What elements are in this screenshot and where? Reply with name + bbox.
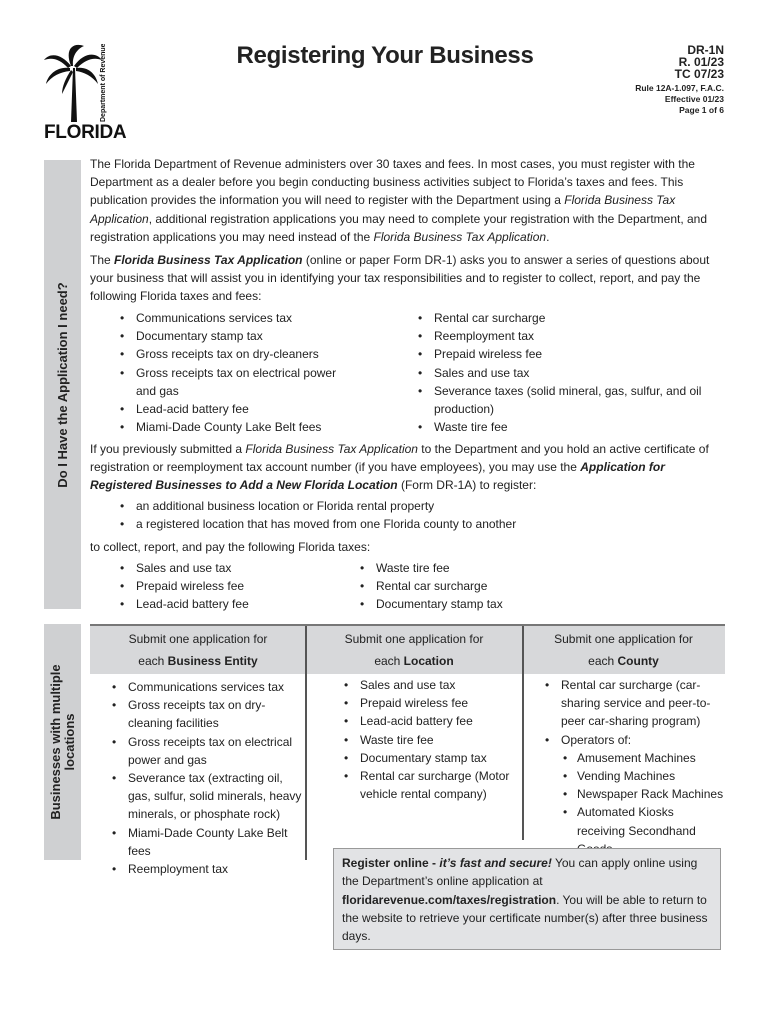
para2-emphasis: Florida Business Tax Application bbox=[114, 253, 303, 267]
table-header-county bbox=[522, 626, 725, 676]
list-item: • Operators of: bbox=[543, 731, 725, 749]
table-header-strong: County bbox=[617, 654, 659, 668]
sidebar-section-application-label: Do I Have the Application I need? bbox=[54, 281, 70, 488]
county-list bbox=[543, 676, 725, 749]
list-item: • Reemployment tax bbox=[416, 327, 706, 345]
collect-list-left bbox=[118, 559, 338, 614]
list-item: • Rental car surcharge bbox=[416, 309, 706, 327]
list-item: • Prepaid wireless fee bbox=[118, 577, 338, 595]
sidebar-section-locations-line1: Businesses with multiple bbox=[47, 664, 63, 820]
list-item: • Sales and use tax bbox=[416, 364, 706, 382]
para3-text-3: (Form DR-1A) to register: bbox=[397, 478, 537, 493]
table-header-text: Submit one application for bbox=[554, 632, 693, 646]
list-item: • Waste tire fee bbox=[342, 731, 520, 749]
table-header bbox=[90, 624, 725, 674]
palm-tree-icon bbox=[44, 44, 110, 124]
list-item: • Lead-acid battery fee bbox=[342, 712, 520, 730]
list-item: • Sales and use tax bbox=[342, 676, 520, 694]
taxes-list-left bbox=[118, 309, 358, 436]
list-item: • Amusement Machines bbox=[561, 749, 725, 767]
intro-text-1: The Florida Department of Revenue administers over 30 taxes and fees. In most cases, you must register with the Department as a dealer before you begin conducting business activities subject to Florida’s taxes and fees. This publication provides the information you will need to register with the Department using a bbox=[90, 157, 695, 208]
list-item: • a registered location that has moved from one Florida county to another bbox=[118, 515, 678, 533]
register-online-text-1: You can apply online using the Department’s online application at bbox=[342, 856, 698, 889]
list-item: • Rental car surcharge (car-sharing service and peer-to-peer car-sharing program) bbox=[543, 676, 725, 731]
table-header-text: Submit one application for bbox=[344, 632, 484, 646]
para2-text-1: The bbox=[90, 253, 115, 267]
table-col-county bbox=[543, 676, 725, 858]
form-id: DR-1N bbox=[687, 43, 724, 57]
form-effective: Effective 01/23 bbox=[664, 94, 724, 104]
list-item: • Lead-acid battery fee bbox=[118, 400, 358, 418]
para2-text-2: (online or paper Form DR-1) asks you to answer a series of questions about your business that will assist you in identifying your tax responsibilities and to register to collect, report, and pay the following Florida taxes and fees: bbox=[90, 253, 710, 304]
table-header-text: Submit one application for bbox=[128, 632, 268, 646]
intro-text-2: , additional registration applications you may need to complete your registration with the Department, and registration applications you may need instead of the bbox=[90, 211, 708, 244]
intro-text-3: . bbox=[546, 229, 550, 244]
list-item: • Gross receipts tax on dry-cleaning facilities bbox=[110, 696, 302, 732]
list-item: • Automated Kiosks receiving Secondhand bbox=[561, 803, 725, 858]
list-item: • Prepaid wireless fee bbox=[342, 694, 520, 712]
taxes-list-right bbox=[416, 309, 706, 436]
page-number: Page 1 of 6 bbox=[679, 105, 724, 115]
para3-emphasis: Florida Business Tax Application bbox=[245, 442, 418, 456]
table-header-strong: Location bbox=[403, 654, 454, 668]
register-online-emphasis: it’s fast and secure! bbox=[439, 856, 552, 870]
list-item: • Gross receipts tax on electrical power and gas bbox=[118, 364, 358, 400]
sidebar-section-locations-line2: locations bbox=[61, 713, 77, 771]
registration-link[interactable]: floridarevenue.com/taxes/registration bbox=[342, 892, 557, 907]
collect-list-right bbox=[358, 559, 578, 614]
list-item: • Documentary stamp tax bbox=[118, 327, 358, 345]
table-divider bbox=[305, 626, 307, 860]
table-header-each: each bbox=[588, 654, 618, 668]
table-header-location bbox=[306, 626, 522, 676]
table-header-strong: Business Entity bbox=[167, 654, 258, 668]
list-item: • Rental car surcharge (Motor vehicle rental company) bbox=[342, 767, 520, 803]
operators-list bbox=[561, 749, 725, 858]
list-item: • Communications services tax bbox=[110, 678, 302, 696]
list-item: • Documentary stamp tax bbox=[342, 749, 520, 767]
register-online-text-2: . You will be able to return to the website to retrieve your certificate number(s) after three business days. bbox=[342, 892, 708, 944]
list-item: • Rental car surcharge bbox=[358, 577, 578, 595]
intro-emphasis-2: Florida Business Tax Application bbox=[373, 229, 547, 244]
sidebar-section-multiple-locations bbox=[44, 624, 81, 860]
list-item: • Waste tire fee bbox=[416, 418, 706, 436]
table-header-each: each bbox=[138, 654, 168, 668]
sidebar-section-application bbox=[44, 160, 81, 609]
intro-paragraph bbox=[90, 155, 730, 246]
table-header-each: each bbox=[374, 654, 404, 668]
list-item: • Newspaper Rack Machines bbox=[561, 785, 725, 803]
para3-text-2: to the Department and you hold an active certificate of registration or reemployment tax account number (if you have employees), you may use the bbox=[90, 442, 709, 475]
location-list bbox=[118, 497, 678, 533]
list-item: • Severance tax (extracting oil, gas, sulfur, solid minerals, heavy minerals, or phosphate rock) bbox=[110, 769, 302, 824]
logo-department-text: Department of Revenue bbox=[100, 44, 107, 122]
form-metadata bbox=[635, 44, 724, 116]
list-item: • Prepaid wireless fee bbox=[416, 345, 706, 363]
intro-emphasis-1: Florida Business Tax Application bbox=[90, 193, 676, 226]
application-paragraph bbox=[90, 251, 730, 306]
list-item: • Miami-Dade County Lake Belt fees bbox=[110, 824, 302, 860]
sidebar-section-locations-label bbox=[49, 664, 77, 819]
form-tc: TC 07/23 bbox=[674, 67, 724, 81]
register-online-box bbox=[333, 848, 721, 950]
list-item: • Sales and use tax bbox=[118, 559, 338, 577]
list-item: • an additional business location or Florida rental property bbox=[118, 497, 678, 515]
collect-paragraph: to collect, report, and pay the following Florida taxes: bbox=[90, 540, 371, 554]
form-rule: Rule 12A-1.097, F.A.C. bbox=[635, 83, 724, 93]
para3-text-1: If you previously submitted a bbox=[90, 442, 246, 456]
list-item: • Waste tire fee bbox=[358, 559, 578, 577]
page-title: Registering Your Business bbox=[236, 42, 534, 69]
list-item: • Gross receipts tax on electrical power and gas bbox=[110, 733, 302, 769]
table-divider bbox=[522, 626, 524, 840]
list-item: • Lead-acid battery fee bbox=[118, 595, 338, 613]
list-item: • Vending Machines bbox=[561, 767, 725, 785]
list-item: • Reemployment tax bbox=[110, 860, 302, 878]
list-item: • Communications services tax bbox=[118, 309, 358, 327]
table-col-business-entity bbox=[110, 678, 302, 878]
list-item: • Miami-Dade County Lake Belt fees bbox=[118, 418, 358, 436]
form-revision: R. 01/23 bbox=[678, 55, 724, 69]
logo-florida-word: FLORIDA bbox=[44, 122, 127, 143]
table-col-location bbox=[342, 676, 520, 803]
add-location-paragraph bbox=[90, 440, 730, 495]
list-item: • Gross receipts tax on dry-cleaners bbox=[118, 345, 358, 363]
table-header-business-entity bbox=[90, 626, 306, 676]
list-item: • Documentary stamp tax bbox=[358, 595, 578, 613]
register-online-label: Register online - bbox=[342, 856, 440, 870]
list-item: • Severance taxes (solid mineral, gas, sulfur, and oil production) bbox=[416, 382, 706, 418]
para3-strong: Application for Registered Businesses to Add a New Florida Location bbox=[90, 460, 665, 493]
